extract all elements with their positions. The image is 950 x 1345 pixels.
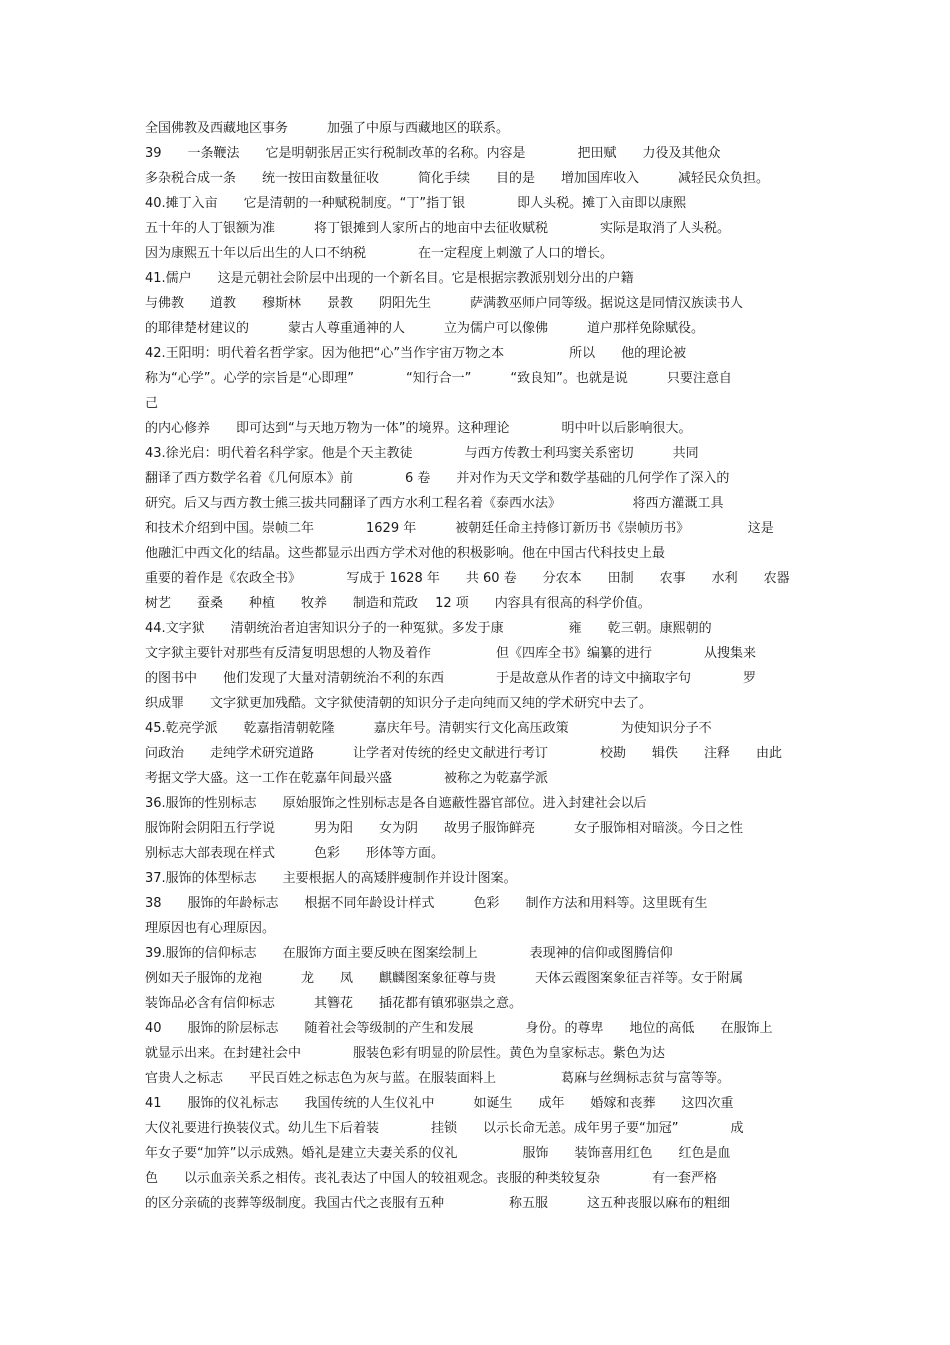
- text-line: 重要的着作是《农政全书》 写成于 1628 年 共 60 卷 分农本 田制 农事 水利 农器: [145, 571, 790, 586]
- text-line: 研究。后又与西方教士熊三拔共同翻译了西方水利工程名着《泰西水法》 将西方灌溉工具: [145, 496, 724, 511]
- text-line: 装饰品必含有信仰标志 其簪花 插花都有镇邪驱祟之意。: [145, 996, 523, 1011]
- text-line: 他融汇中西文化的结晶。这些都显示出西方学术对他的积极影响。他在中国古代科技史上最: [145, 546, 666, 561]
- text-line: 多杂税合成一条 统一按田亩数量征收 简化手续 目的是 增加国库收入 减轻民众负担。: [145, 171, 770, 186]
- text-line: 41 服饰的仪礼标志 我国传统的人生仪礼中 如诞生 成年 婚嫁和丧葬 这四次重: [145, 1096, 734, 1111]
- text-line: 43.徐光启：明代着名科学家。他是个天主教徒 与西方传教士利玛窦关系密切 共同: [145, 446, 699, 461]
- text-line: 的区分亲硫的丧葬等级制度。我国古代之丧服有五种 称五服 这五种丧服以麻布的粗细: [145, 1196, 731, 1211]
- text-line: 称为“心学”。心学的宗旨是“心即理” “知行合一” “致良知”。也就是说 只要注意自: [145, 371, 732, 386]
- text-line: 与佛教 道教 穆斯林 景教 阴阳先生 萨满教巫师户同等级。据说这是同情汉族读书人: [145, 296, 744, 311]
- text-line: 45.乾亮学派 乾嘉指清朝乾隆 嘉庆年号。清朝实行文化高压政策 为使知识分子不: [145, 721, 712, 736]
- text-line: 就显示出来。在封建社会中 服装色彩有明显的阶层性。黄色为皇家标志。紫色为达: [145, 1046, 666, 1061]
- text-line: 的内心修养 即可达到“与天地万物为一体”的境界。这种理论 明中叶以后影响很大。: [145, 421, 692, 436]
- text-line: 五十年的人丁银额为准 将丁银摊到人家所占的地亩中去征收赋税 实际是取消了人头税。: [145, 221, 731, 236]
- text-line: 36.服饰的性别标志 原始服饰之性别标志是各自遮蔽性器官部位。进入封建社会以后: [145, 796, 647, 811]
- text-line: 例如天子服饰的龙袍 龙 凤 麒麟图案象征尊与贵 天体云霞图案象征吉祥等。女于附属: [145, 971, 744, 986]
- text-line: 因为康熙五十年以后出生的人口不纳税 在一定程度上刺激了人口的增长。: [145, 246, 614, 261]
- document-body: [145, 116, 825, 1216]
- text-line: 考据文学大盛。这一工作在乾嘉年间最兴盛 被称之为乾嘉学派: [145, 771, 549, 786]
- text-line: 40.摊丁入亩 它是清朝的一种赋税制度。“丁”指丁银 即人头税。摊丁入亩即以康熙: [145, 196, 687, 211]
- text-line: 42.王阳明：明代着名哲学家。因为他把“心”当作宇宙万物之本 所以 他的理论被: [145, 346, 687, 361]
- text-line: 的图书中 他们发现了大量对清朝统治不利的东西 于是故意从作者的诗文中摘取字句 罗: [145, 671, 757, 686]
- text-line: 39.服饰的信仰标志 在服饰方面主要反映在图案绘制上 表现神的信仰或图腾信仰: [145, 946, 673, 961]
- text-line: 41.儒户 这是元朝社会阶层中出现的一个新名目。它是根据宗教派别划分出的户籍: [145, 271, 634, 286]
- text-line: 全国佛教及西藏地区事务 加强了中原与西藏地区的联系。: [145, 121, 510, 136]
- text-line: 40 服饰的阶层标志 随着社会等级制的产生和发展 身份。的尊卑 地位的高低 在服饰上: [145, 1021, 773, 1036]
- text-line: 己: [145, 396, 159, 411]
- text-line: 的耶律楚材建议的 蒙古人尊重通神的人 立为儒户可以像佛 道户那样免除赋役。: [145, 321, 705, 336]
- text-line: 44.文字狱 清朝统治者迫害知识分子的一种冤狱。多发于康 雍 乾三朝。康熙朝的: [145, 621, 712, 636]
- text-line: 38 服饰的年龄标志 根据不同年龄设计样式 色彩 制作方法和用料等。这里既有生: [145, 896, 708, 911]
- text-line: 大仪礼要进行换装仪式。幼儿生下后着装 挂锁 以示长命无恙。成年男子要“加冠” 成: [145, 1121, 744, 1136]
- text-line: 色 以示血亲关系之相传。丧礼表达了中国人的较祖观念。丧服的种类较复杂 有一套严格: [145, 1171, 718, 1186]
- text-line: 树艺 蚕桑 种植 牧养 制造和荒政 12 项 内容具有很高的科学价值。: [145, 596, 651, 611]
- text-line: 37.服饰的体型标志 主要根据人的高矮胖瘦制作并设计图案。: [145, 871, 517, 886]
- text-line: 年女子要“加笄”以示成熟。婚礼是建立夫妻关系的仪礼 服饰 装饰喜用红色 红色是血: [145, 1146, 731, 1161]
- text-line: 理原因也有心理原因。: [145, 921, 276, 936]
- text-line: 39 一条鞭法 它是明朝张居正实行税制改革的名称。内容是 把田赋 力役及其他众: [145, 146, 721, 161]
- text-line: 翻译了西方数学名着《几何原本》前 6 卷 并对作为天文学和数学基础的几何学作了深入的: [145, 471, 730, 486]
- text-line: 织成罪 文字狱更加残酷。文字狱使清朝的知识分子走向纯而又纯的学术研究中去了。: [145, 696, 653, 711]
- text-line: 和技术介绍到中国。崇帧二年 1629 年 被朝廷任命主持修订新历书《崇帧历书》 这是: [145, 521, 774, 536]
- text-line: 别标志大部表现在样式 色彩 形体等方面。: [145, 846, 445, 861]
- text-line: 官贵人之标志 平民百姓之标志色为灰与蓝。在服装面料上 葛麻与丝绸标志贫与富等等。: [145, 1071, 731, 1086]
- text-line: 文字狱主要针对那些有反清复明思想的人物及着作 但《四库全书》编纂的进行 从搜集来: [145, 646, 757, 661]
- text-line: 服饰附会阴阳五行学说 男为阳 女为阴 故男子服饰鲜亮 女子服饰相对暗淡。今日之性: [145, 821, 744, 836]
- text-line: 问政治 走纯学术研究道路 让学者对传统的经史文献进行考订 校勘 辑佚 注释 由此: [145, 746, 783, 761]
